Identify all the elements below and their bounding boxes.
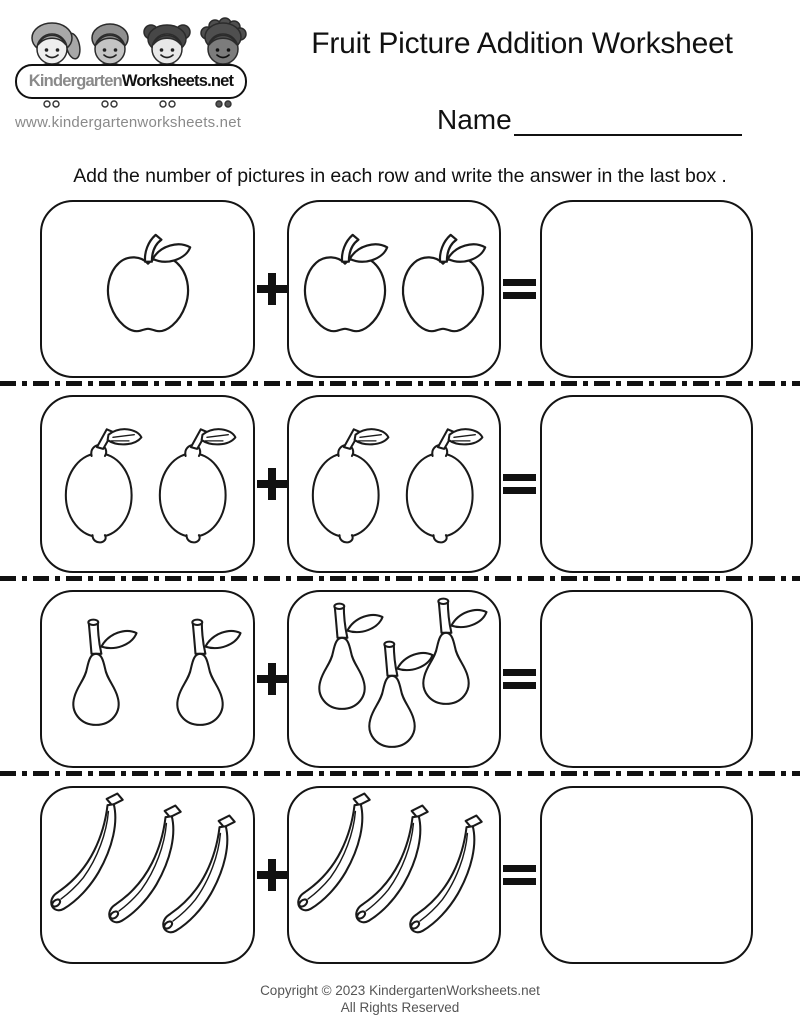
answer-box [540, 395, 753, 573]
logo [15, 16, 247, 131]
name-blank-line [514, 101, 742, 136]
logo-brand-gray: Kindergarten [28, 72, 122, 90]
addition-row [0, 786, 800, 964]
lemon-illustration [303, 424, 392, 544]
pear-illustration [51, 616, 141, 742]
banana-illustration [156, 812, 250, 946]
banana-illustration [403, 812, 497, 946]
equals-icon [503, 474, 536, 494]
addend1-fruits [42, 397, 253, 571]
lemon-illustration [397, 424, 486, 544]
plus-icon [257, 663, 287, 695]
equals-icon [503, 279, 536, 299]
addition-row [0, 395, 800, 573]
apple-illustration [100, 232, 196, 347]
answer-box [540, 590, 753, 768]
row-divider-dashed-line [0, 771, 800, 776]
addend2-box [287, 590, 501, 768]
addend1-box [40, 395, 255, 573]
addend1-fruits [42, 788, 253, 962]
addend1-box [40, 590, 255, 768]
apple-illustration [395, 232, 491, 347]
addend2-fruits [289, 202, 499, 376]
logo-brand-black: Worksheets.net [121, 72, 234, 90]
addend1-box [40, 200, 255, 378]
equals-icon [503, 865, 536, 885]
logo-kids-feet-illustration [15, 99, 247, 110]
page-footer [0, 982, 800, 1016]
logo-website-url: www.kindergartenworksheets.net [15, 114, 242, 131]
addend1-fruits [42, 202, 253, 376]
addition-row [0, 590, 800, 768]
rights-text: All Rights Reserved [340, 1000, 460, 1015]
plus-icon [257, 468, 287, 500]
logo-banner [15, 64, 247, 99]
equals-icon [503, 669, 536, 689]
logo-kids-illustration [15, 16, 247, 70]
addend2-fruits [289, 592, 499, 766]
lemon-illustration [150, 424, 239, 544]
addend2-box [287, 786, 501, 964]
page-title: Fruit Picture Addition Worksheet [311, 27, 733, 60]
addend2-box [287, 395, 501, 573]
answer-box [540, 786, 753, 964]
pear-illustration [347, 638, 437, 764]
row-divider-dashed-line [0, 576, 800, 581]
addend1-fruits [42, 592, 253, 766]
addend2-fruits [289, 788, 499, 962]
row-divider-dashed-line [0, 381, 800, 386]
addend1-box [40, 786, 255, 964]
answer-box [540, 200, 753, 378]
name-field [437, 101, 742, 136]
name-label: Name [437, 104, 512, 135]
addend2-fruits [289, 397, 499, 571]
lemon-illustration [56, 424, 145, 544]
copyright-text: Copyright © 2023 KindergartenWorksheets.net [260, 983, 540, 998]
plus-icon [257, 859, 287, 891]
pear-illustration [155, 616, 245, 742]
apple-illustration [297, 232, 393, 347]
instruction-text: Add the number of pictures in each row and write the answer in the last box . [73, 165, 727, 187]
plus-icon [257, 273, 287, 305]
addend2-box [287, 200, 501, 378]
addition-row [0, 200, 800, 378]
